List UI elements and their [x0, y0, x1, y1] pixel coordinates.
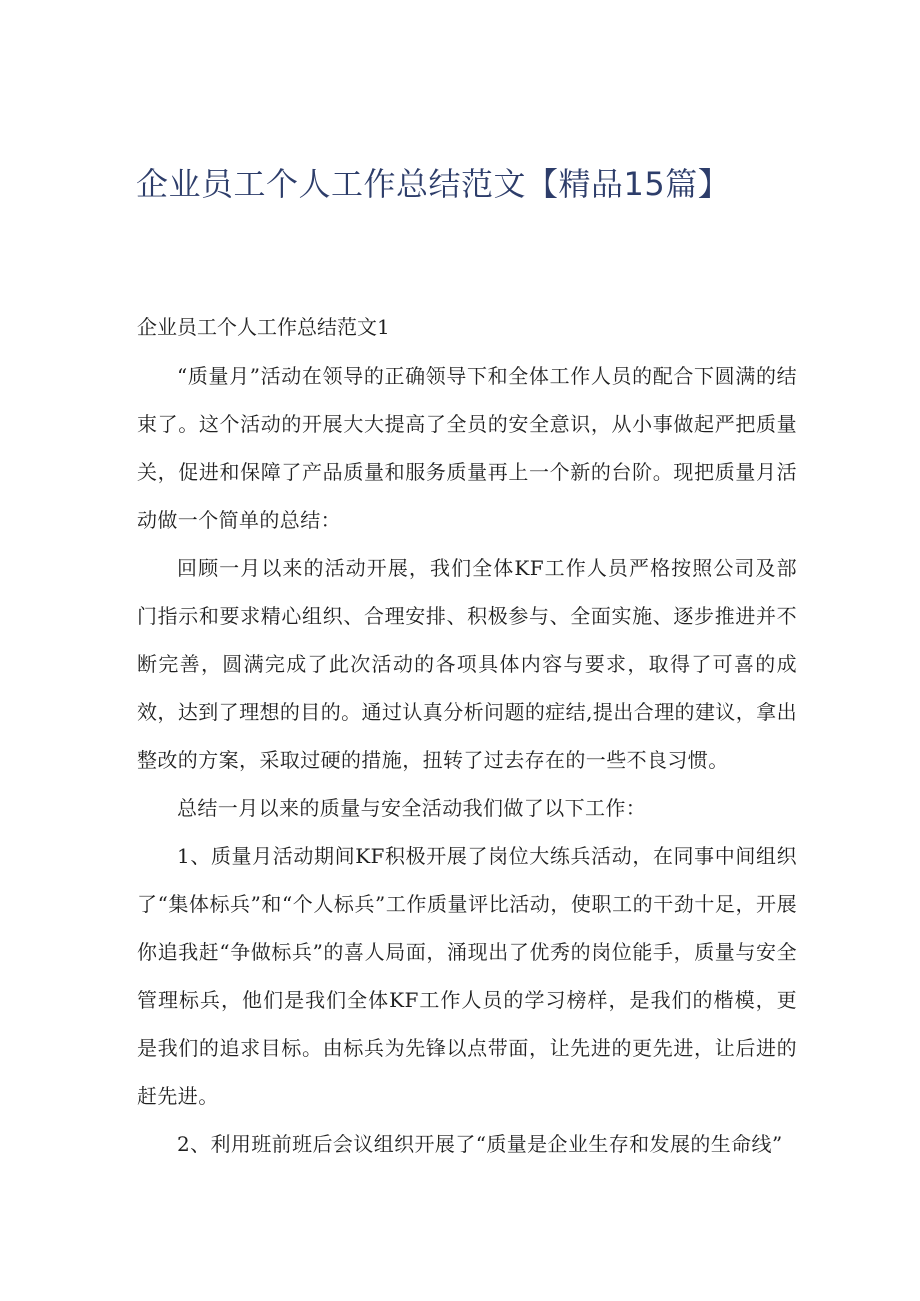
section-heading: 企业员工个人工作总结范文1 [137, 315, 390, 339]
paragraph-review: 回顾一月以来的活动开展，我们全体KF工作人员严格按照公司及部门指示和要求精心组织、合理安排、积极参与、全面实施、逐步推进并不断完善，圆满完成了此次活动的各项具体内容与要求，取得了可喜的成效，达到了理想的目的。通过认真分析问题的症结,提出合理的建议，拿出整改的方案，采取过硬的措施，扭转了过去存在的一些不良习惯。 [137, 556, 797, 772]
paragraph-summary-lead: 总结一月以来的质量与安全活动我们做了以下工作： [177, 796, 647, 820]
paragraph-item-1: 1、质量月活动期间KF积极开展了岗位大练兵活动，在同事中间组织了“集体标兵”和“个人标兵”工作质量评比活动，使职工的干劲十足，开展你追我赶“争做标兵”的喜人局面，涌现出了优秀的岗位能手，质量与安全管理标兵，他们是我们全体KF工作人员的学习榜样，是我们的楷模，更是我们的追求目标。由标兵为先锋以点带面，让先进的更先进，让后进的赶先进。 [137, 844, 797, 1108]
paragraph-intro: “质量月”活动在领导的正确领导下和全体工作人员的配合下圆满的结束了。这个活动的开展大大提高了全员的安全意识，从小事做起严把质量关，促进和保障了产品质量和服务质量再上一个新的台阶。现把质量月活动做一个简单的总结： [137, 364, 797, 532]
paragraph-item-2: 2、利用班前班后会议组织开展了“质量是企业生存和发展的生命线” [177, 1132, 783, 1156]
document-title: 企业员工个人工作总结范文【精品15篇】 [136, 165, 731, 203]
document-body [137, 352, 797, 1168]
